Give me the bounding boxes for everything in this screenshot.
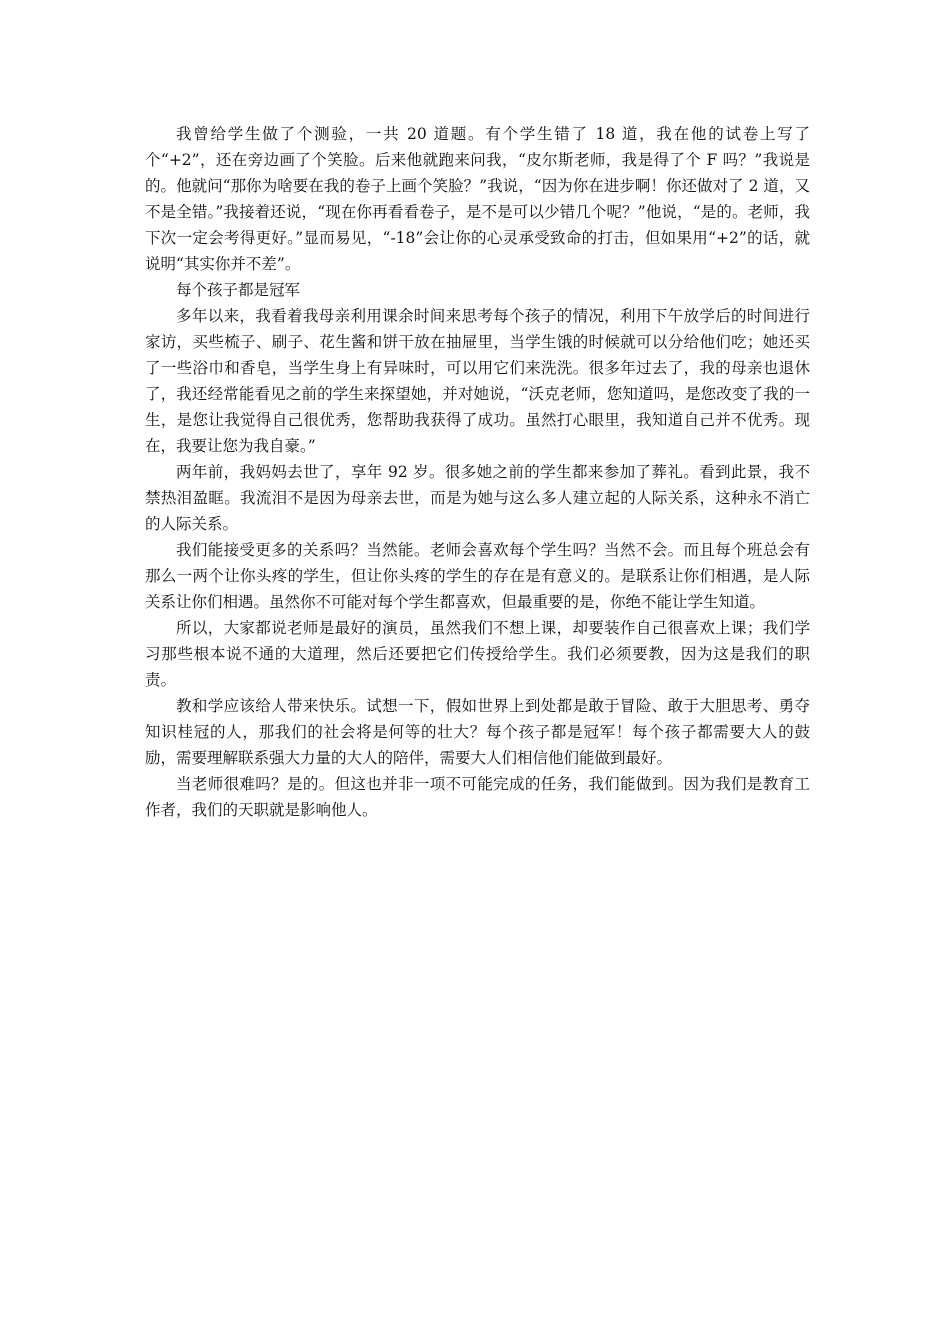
- paragraph-conclusion: 当老师很难吗？是的。但这也并非一项不可能完成的任务，我们能做到。因为我们是教育工作者，我们的天职就是影响他人。: [145, 775, 810, 819]
- paragraph-mother-teacher: 多年以来，我看着我母亲利用课余时间来思考每个孩子的情况，利用下午放学后的时间进行家访，买些梳子、刷子、花生酱和饼干放在抽屉里，当学生饿的时候就可以分给他们吃；她还买了一些浴巾和香皂，当学生身上有异味时，可以用它们来洗洗。很多年过去了，我的母亲也退休了，我还经常能看见之前的学生来探望她，并对她说，“沃克老师，您知道吗，是您改变了我的一生，是您让我觉得自己很优秀，您帮助我获得了成功。虽然打心眼里，我知道自己并不优秀。现在，我要让您为我自豪。”: [145, 307, 810, 455]
- paragraph-test-story: 我曾给学生做了个测验，一共 20 道题。有个学生错了 18 道，我在他的试卷上写了个“+2”，还在旁边画了个笑脸。后来他就跑来问我，“皮尔斯老师，我是得了个 F 吗？”我说是的。他就问“那你为啥要在我的卷子上画个笑脸？”我说，“因为你在进步啊！你还做对了 2 道，又不是全错。”我接着还说，“现在你再看看卷子，是不是可以少错几个呢？”他说，“是的。老师，我下次一定会考得更好。”显而易见，“-18”会让你的心灵承受致命的打击，但如果用“+2”的话，就说明“其实你并不差”。: [145, 125, 810, 273]
- paragraph-relationships: 我们能接受更多的关系吗？当然能。老师会喜欢每个学生吗？当然不会。而且每个班总会有那么一两个让你头疼的学生，但让你头疼的学生的存在是有意义的。是联系让你们相遇，是人际关系让你们相遇。虽然你不可能对每个学生都喜欢，但最重要的是，你绝不能让学生知道。: [145, 541, 810, 611]
- section-heading: 每个孩子都是冠军: [176, 281, 301, 299]
- paragraph-joy-of-learning: 教和学应该给人带来快乐。试想一下，假如世界上到处都是敢于冒险、敢于大胆思考、勇夺知识桂冠的人，那我们的社会将是何等的壮大？每个孩子都是冠军！每个孩子都需要大人的鼓励，需要理解联系强大力量的大人的陪伴，需要大人们相信他们能做到最好。: [145, 697, 810, 767]
- paragraph-best-actors: 所以，大家都说老师是最好的演员，虽然我们不想上课，却要装作自己很喜欢上课；我们学习那些根本说不通的大道理，然后还要把它们传授给学生。我们必须要教，因为这是我们的职责。: [145, 619, 810, 689]
- paragraph-mother-funeral: 两年前，我妈妈去世了，享年 92 岁。很多她之前的学生都来参加了葬礼。看到此景，我不禁热泪盈眶。我流泪不是因为母亲去世，而是为她与这么多人建立起的人际关系，这种永不消亡的人际关系。: [145, 463, 810, 533]
- document-body: [145, 121, 810, 823]
